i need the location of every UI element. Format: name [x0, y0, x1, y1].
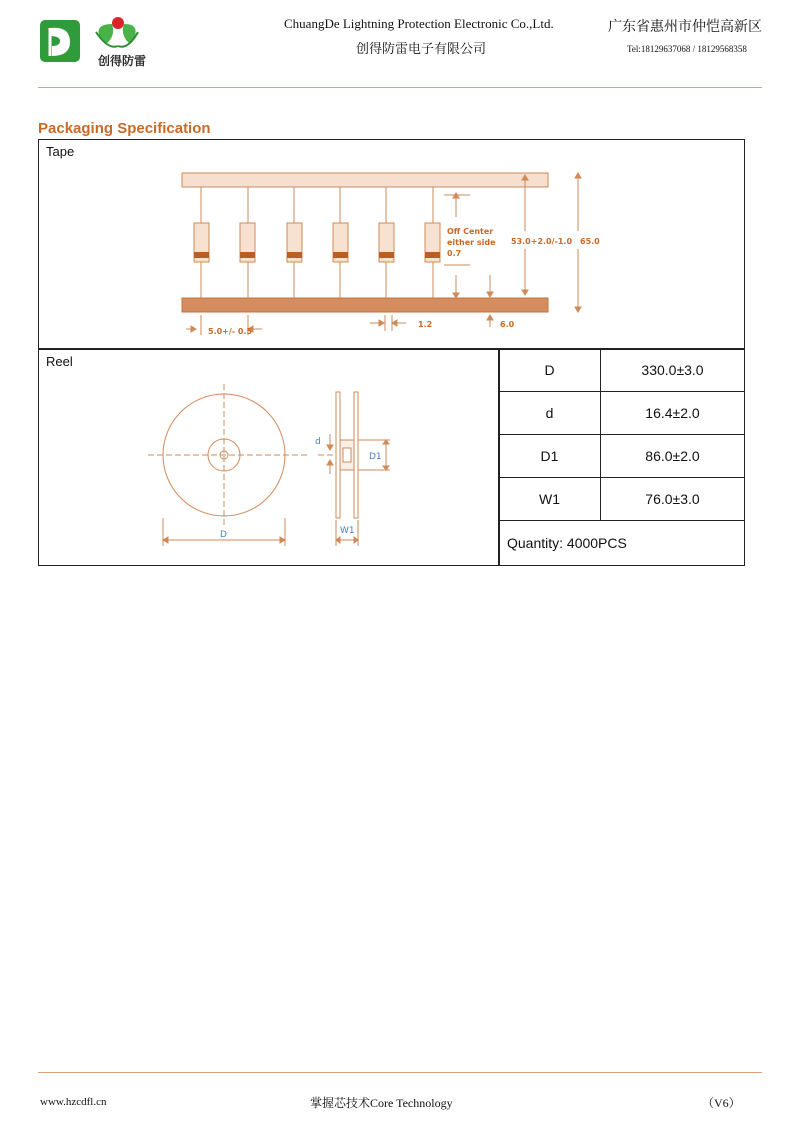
footer-slogan: 掌握芯技术Core Technology: [310, 1096, 453, 1110]
logo-text: 创得防雷: [98, 54, 147, 68]
reel-diagram: [140, 378, 400, 550]
spec-value: 330.0±3.0: [601, 349, 745, 392]
reel-dim-d-outer: D: [220, 530, 227, 540]
dim-lead-offset: 1.2: [418, 320, 433, 329]
company-phone: Tel:18129637068 / 18129568358: [627, 44, 747, 54]
dim-height-total: 65.0: [580, 237, 600, 246]
spec-name: d: [499, 392, 601, 435]
spec-value: 86.0±2.0: [601, 435, 745, 478]
tape-label: Tape: [46, 144, 75, 159]
company-name-cn: 创得防雷电子有限公司: [356, 41, 487, 56]
section-title: Packaging Specification: [38, 120, 211, 137]
table-row: [499, 435, 745, 478]
quantity-cell: Quantity: 4000PCS: [499, 521, 745, 566]
company-logo: [38, 16, 178, 70]
company-address: 广东省惠州市仲恺高新区: [608, 20, 762, 35]
table-row: [499, 349, 745, 392]
reel-label: Reel: [46, 354, 73, 369]
table-row: [499, 521, 745, 566]
reel-spec-table: [498, 348, 745, 566]
reel-dim-d1: D1: [369, 452, 382, 462]
header-divider: [38, 87, 762, 88]
reel-dim-d-inner: d: [315, 437, 321, 447]
footer-version: （V6）: [702, 1096, 741, 1110]
spec-name: D: [499, 349, 601, 392]
spec-value: 16.4±2.0: [601, 392, 745, 435]
company-name-en: ChuangDe Lightning Protection Electronic Co.,Ltd.: [284, 16, 554, 31]
dim-off-center-1: Off Center: [447, 227, 494, 236]
spec-name: W1: [499, 478, 601, 521]
reel-dim-w1: W1: [340, 526, 355, 536]
spec-value: 76.0±3.0: [601, 478, 745, 521]
footer-divider: [38, 1072, 762, 1073]
dim-height-inner: 53.0+2.0/-1.0: [511, 237, 573, 246]
dim-off-center-2: either side: [447, 238, 496, 247]
dim-pitch: 5.0+/- 0.5: [208, 327, 253, 336]
table-row: [499, 392, 745, 435]
tape-diagram: [170, 165, 610, 340]
dim-tape-width: 6.0: [500, 320, 515, 329]
footer-website: www.hzcdfl.cn: [40, 1096, 107, 1108]
dim-off-center-3: 0.7: [447, 249, 462, 258]
spec-name: D1: [499, 435, 601, 478]
table-row: [499, 478, 745, 521]
